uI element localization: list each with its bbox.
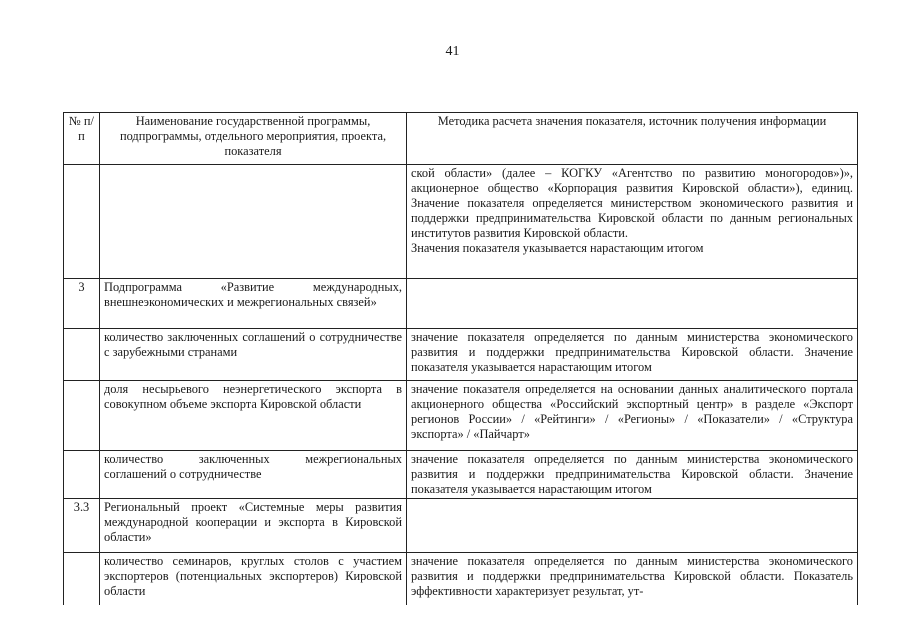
row-name: Региональный проект «Системные меры развития международной кооперации и экспорта в Кировской области»	[100, 499, 407, 553]
page-number: 41	[445, 44, 460, 59]
row-method: значение показателя определяется на основании данных аналитического портала акционерного общества «Российский экспортный центр» в разделе «Экспорт регионов России» / «Рейтинги» / «Регионы» / «Показатели» / «Структура экспорта» / «Пайчарт»	[407, 381, 858, 451]
header-name: Наименование государственной программы, подпрограммы, отдельного мероприятия, проекта, показателя	[100, 113, 407, 165]
header-method: Методика расчета значения показателя, источник получения информации	[407, 113, 858, 165]
table-row	[64, 329, 858, 381]
row-name: количество заключенных межрегиональных соглашений о сотрудничестве	[100, 451, 407, 499]
row-num: 3	[64, 279, 100, 329]
indicator-table	[63, 112, 858, 605]
row-num: 3.3	[64, 499, 100, 553]
row-method: значение показателя определяется по данным министерства экономического развития и поддержки предпринимательства Кировской области. Показатель эффективности характеризует результат, ут-	[407, 553, 858, 605]
row-num	[64, 381, 100, 451]
table-row	[64, 381, 858, 451]
row-name: количество семинаров, круглых столов с участием экспортеров (потенциальных экспортеров) Кировской области	[100, 553, 407, 605]
row-num	[64, 451, 100, 499]
header-num: № п/п	[64, 113, 100, 165]
row-method	[407, 279, 858, 329]
row-name: доля несырьевого неэнергетического экспорта в совокупном объеме экспорта Кировской области	[100, 381, 407, 451]
table-row	[64, 165, 858, 279]
row-method: значение показателя определяется по данным министерства экономического развития и поддержки предпринимательства Кировской области. Значение показателя указывается нарастающим итогом	[407, 451, 858, 499]
row-method	[407, 165, 858, 279]
row-method-text: ской области» (далее – КОГКУ «Агентство по развитию моногородов»)», акционерное общество «Корпорация развития Кировской области»), единиц. Значение показателя определяется министерством экономического развития и поддержки предпринимательства Кировской области по данным региональных институтов развития Кировской области.	[411, 166, 853, 240]
table-row	[64, 553, 858, 605]
row-num	[64, 553, 100, 605]
row-name	[100, 165, 407, 279]
table-row	[64, 451, 858, 499]
row-method-note: Значения показателя указывается нарастающим итогом	[411, 241, 704, 255]
table-row	[64, 279, 858, 329]
row-method	[407, 499, 858, 553]
row-num	[64, 329, 100, 381]
table-header-row	[64, 113, 858, 165]
row-name: количество заключенных соглашений о сотрудничестве с зарубежными странами	[100, 329, 407, 381]
row-method: значение показателя определяется по данным министерства экономического развития и поддержки предпринимательства Кировской области. Значение показателя указывается нарастающим итогом	[407, 329, 858, 381]
row-name: Подпрограмма «Развитие международных, внешнеэкономических и межрегиональных связей»	[100, 279, 407, 329]
row-num	[64, 165, 100, 279]
table-row	[64, 499, 858, 553]
